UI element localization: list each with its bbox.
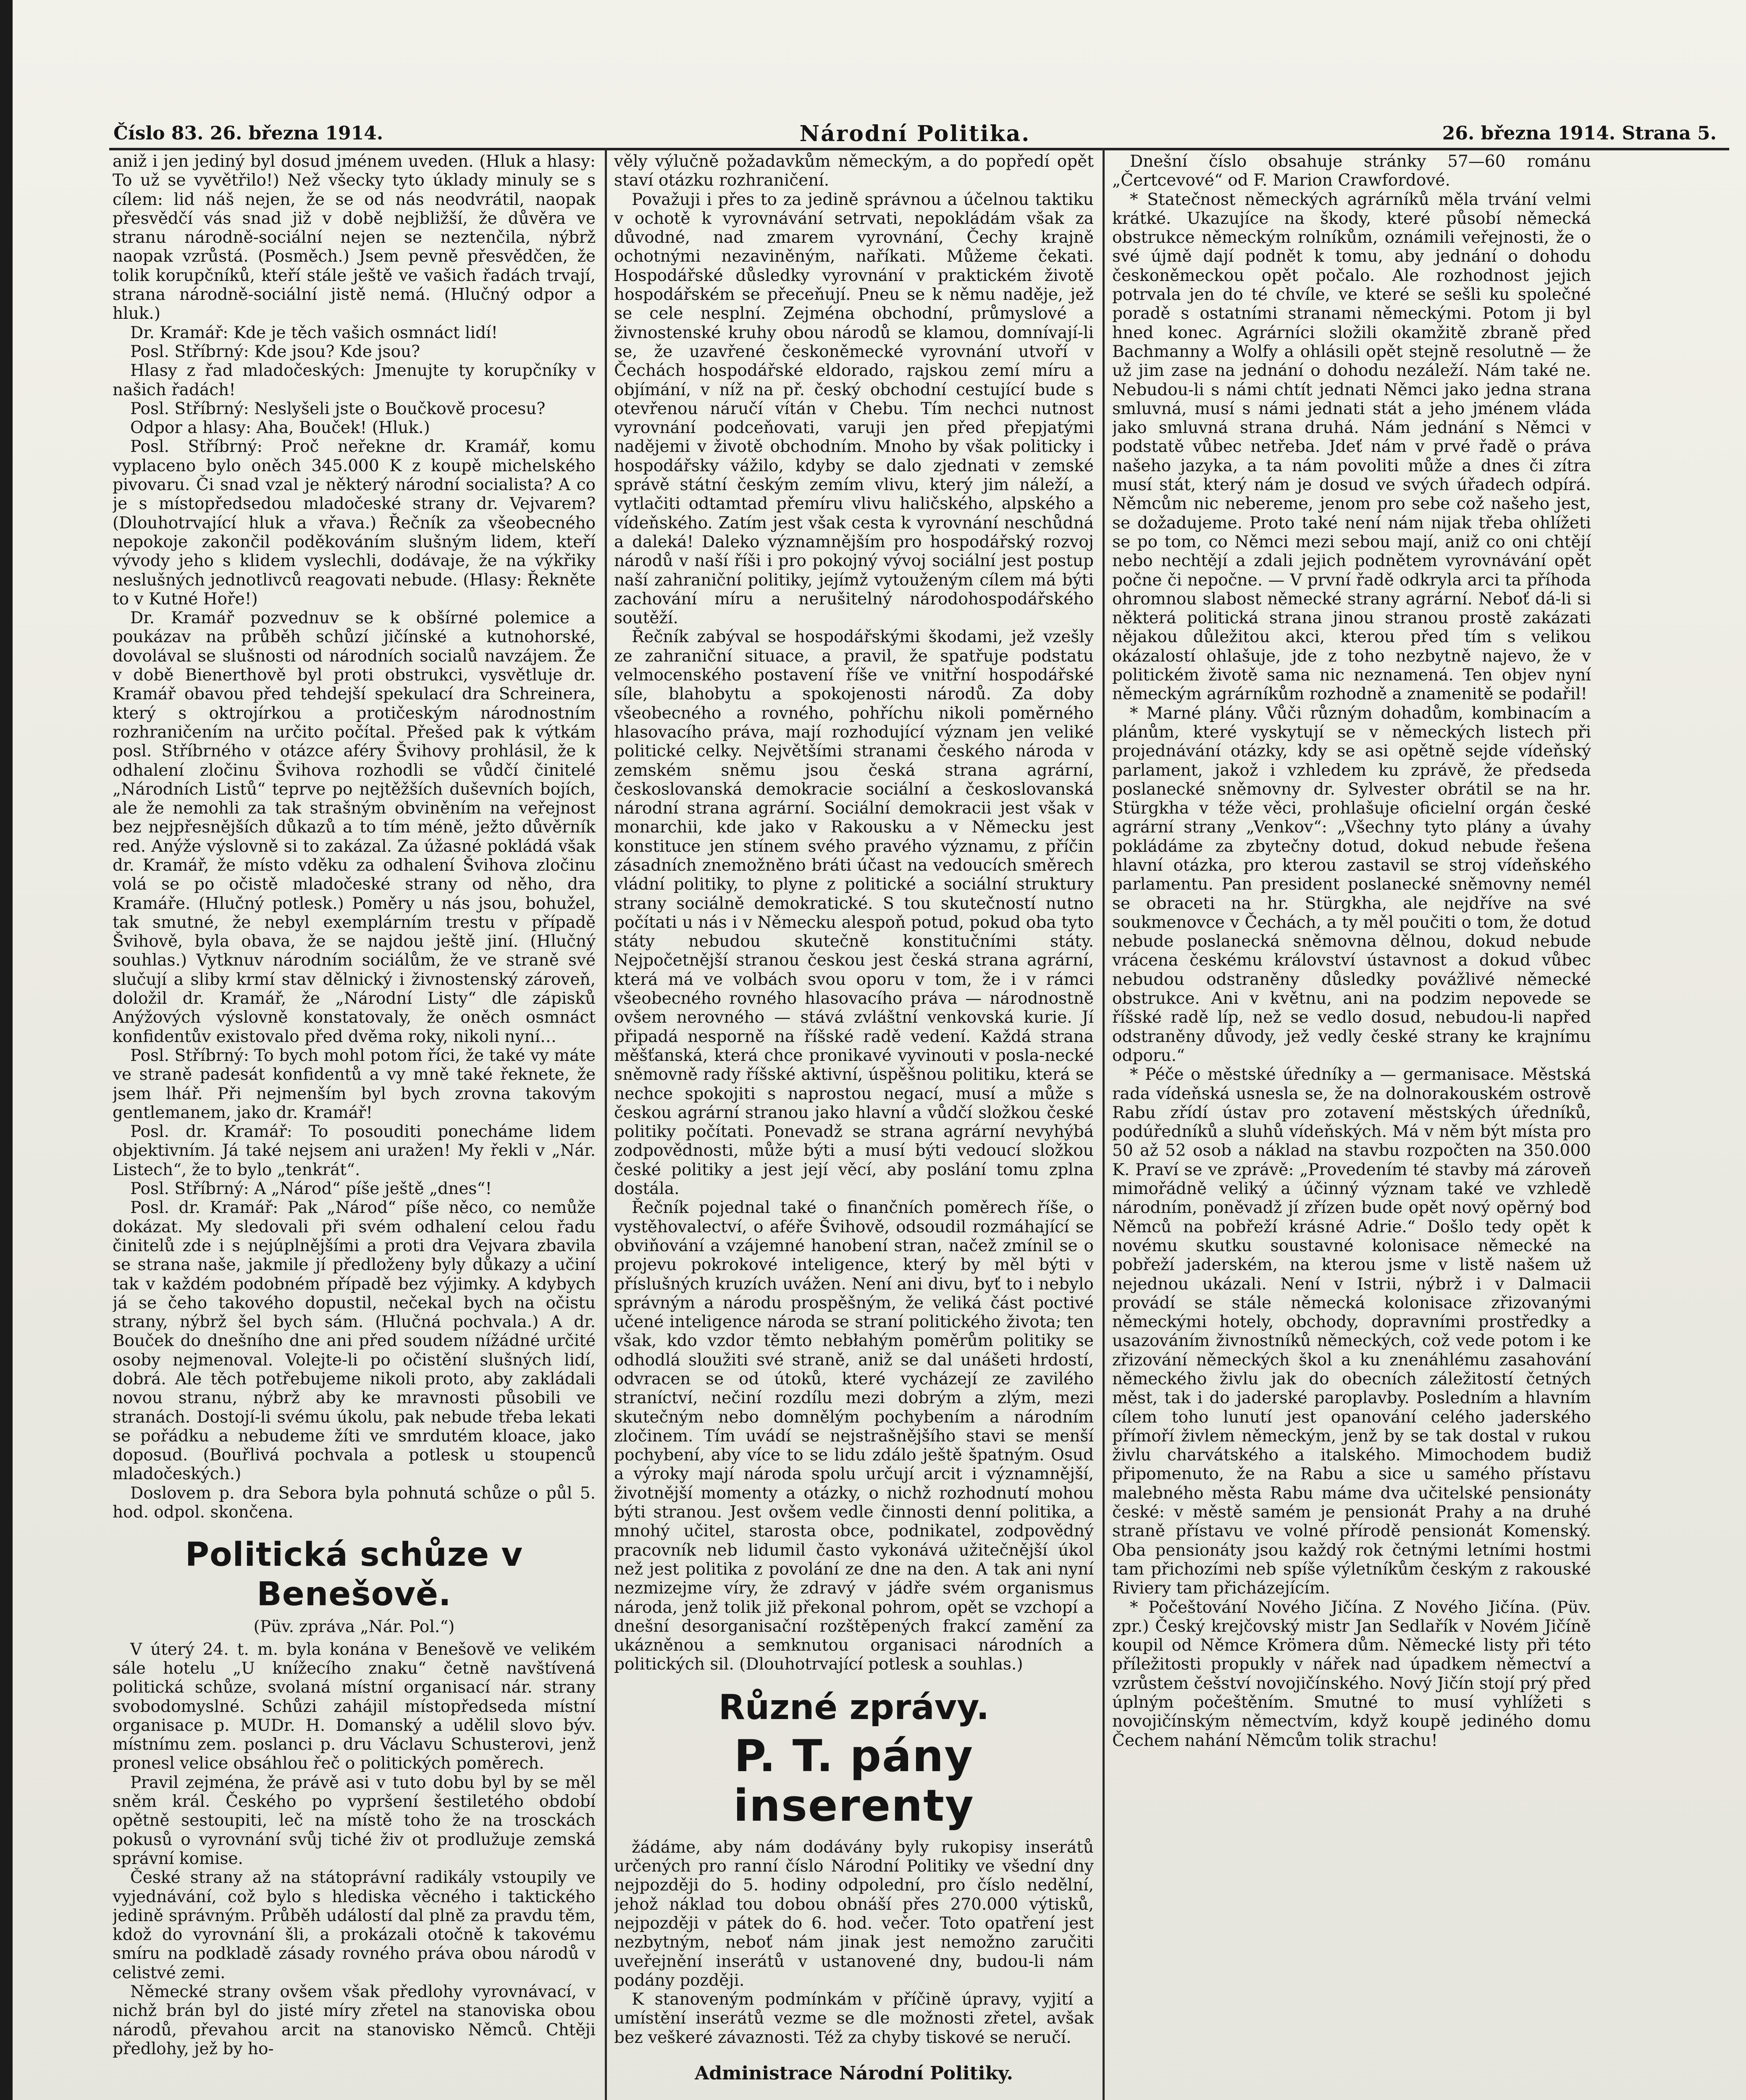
article-paragraph: Řečník zabýval se hospodářskými škodami, jež vzešly ze zahraniční situace, a pravil, že spatřuje podstatu velmocenského postavení říše ve vnitřní hospodářské síle, blahobytu a spokojenosti národů. Za doby všeobecného a rovného, pohříchu nikoli poměrného hlasovacího práva, mají rozhodující význam jen veliké politické celky. Největšími stranami českého národa v zemském sněmu jsou česká strana agrární, českoslovanská demokracie sociální a českoslovanská národní strana agrární. Sociální demokracii jest však v monarchii, kde jako v Rakousku a v Německu jest konstituce jen stínem svého pravého významu, z příčin zásadních znemožněno bráti účast na vedoucích směrech vládní politiky, to plyne z politické a sociální struktury strany sociálně demokratické. S tou skutečností nutno počítati u nás i v Německu alespoň potud, pokud oba tyto státy nebudou skutečně konstitučními státy. Nejpočetnější stranou českou jest česká strana agrární, která má ve volbách svou oporu v tom, že i v rámci všeobecného rovného hlasovacího práva — národnostně ovšem nerovného — stává zvláštní venkovská kurie. Jí připadá nesporně na říšské radě vedení. Každá strana měšťanská, která chce pronikavé vyvinouti v posla-necké sněmovně rady říšské aktivní, úspěšnou politiku, která se nechce spokojiti s naprostou negací, musí a může s českou agrární stranou jako hlavní a vůdčí složkou české politiky počítati. Ponevadž se strana agrární nevyhýbá zodpovědnosti, může býti a musí býti vedoucí složkou české politiky a jest její věcí, aby poslání tomu zplna dostála. bbox=[614, 627, 1094, 1199]
scan-edge bbox=[0, 0, 13, 2100]
column-3 bbox=[1112, 152, 1591, 2100]
article-paragraph: Dr. Kramář pozvednuv se k obšírné polemice a poukázav na průběh schůzí jičínské a kutnohorské, dovolával se slušnosti od národních socialů navzájem. Že v době Bienerthově byl proti obstrukci, vysvětluje dr. Kramář obavou před tehdejší spekulací dra Schreinera, který s oktrojírkou a protičeským národnostním rozhraničením na určito počítal. Přešed pak k výtkám posl. Stříbrného v otázce aféry Švihovy prohlásil, že k odhalení zločinu Švihova rozhodli se vůdčí činitelé „Národních Listů“ teprve po nejtěžších duševních bojích, ale že nemohli za tak strašným obviněním na veřejnost bez nejpřesnějších důkazů a to tím méně, ježto důvěrník red. Anýže výslovně si to zakázal. Za úžasné pokládá však dr. Kramář, že místo vděku za odhalení Švihova zločinu volá se po očistě mladočeské strany od něho, dra Kramáře. (Hlučný potlesk.) Poměry u nás jsou, bohužel, tak smutné, že nebyl exemplárním trestu v případě Švihově, byla obava, že se najdou ještě jiní. (Hlučný souhlas.) Vytknuv národním sociálům, že ve straně své slučují a sliby krmí stav dělnický i živnostenský zároveň, doložil dr. Kramář, že „Národní Listy“ dle zápisků Anýžových výslovně konstatovaly, že oněch osmnáct konfidentův existovalo před dvěma roky, nikoli nyní… bbox=[113, 609, 596, 1046]
article-paragraph: Hlasy z řad mladočeských: Jmenujte ty korupčníky v našich řadách! bbox=[113, 361, 596, 399]
article-paragraph: Posl. Stříbrný: To bych mohl potom říci, že také vy máte ve straně padesát konfidentů a vy mně také řeknete, že jsem lhář. Při nejmenším byl bych zrovna takovým gentlemanem, jako dr. Kramář! bbox=[113, 1046, 596, 1122]
notice-paragraph: žádáme, aby nám dodávány byly rukopisy inserátů určených pro ranní číslo Národní Politiky ve všední dny nejpozději do 5. hodiny odpolední, pro číslo nedělní, jehož náklad tou dobou obnáší přes 270.000 výtisků, nejpozději v pátek do 6. hod. večer. Toto opatření jest nezbytným, neboť nám jinak jest nemožno zaručiti uveřejnění inserátů v ustanovené dny, budou-li nám podány později. bbox=[614, 1838, 1094, 1990]
administration-signature: Administrace Národní Politiky. bbox=[695, 2063, 1013, 2084]
column-1 bbox=[113, 152, 596, 2100]
news-item: * Péče o městské úředníky a — germanisace. Městská rada vídeňská usnesla se, že na dolnorakouském ostrově Rabu zřídí ústav pro zotavení městských úředníků, podúředníků a sluhů vídeňských. Má v něm být místa pro 50 až 52 osob a náklad na stavbu rozpočten na 350.000 K. Praví se ve zprávě: „Provedením té stavby má zároveň mimořádně veliký a účinný význam také ve vzhledě národním, poněvadž jí zřízen bude opět nový opěrný bod Němců na pobřeží krásné Adrie.“ Došlo tedy opět k novému skutku soustavné kolonisace německé na pobřeží jaderském, na kterou jsme v listě našem už nejednou ukázali. Není v Istrii, nýbrž i v Dalmacii provádí se stále německá kolonisace zřizovanými německými hotely, obchody, dopravními prostředky a usazováním živnostníků německých, což vede potom i ke zřizování německých škol a ku znenáhlému zasahování německého živlu jak do obecních záležitostí četných měst, tak i do jaderské paroplavby. Posledním a hlavním cílem toho lunutí jest opanování celého jaderského přímoří živlem německým, jenž by se tak dostal v rukou živlu charvátského a italského. Mimochodem budiž připomenuto, že na Rabu a sice u samého přístavu malebného města Rabu máme dva učitelské pensionáty české: v městě samém je pensionát Prahy a na druhé straně přístavu ve volné přírodě pensionát Komenský. Oba pensionáty jsou každý rok četnými letními hostmi tam přichozími neb spíše výletníkům českým z rakouské Riviery tam přicházejícím. bbox=[1112, 1065, 1591, 1598]
column-rule-2 bbox=[1103, 148, 1105, 2100]
notice-paragraph: Dnešní číslo obsahuje stránky 57—60 románu „Čertcevové“ od F. Marion Crawfordové. bbox=[1112, 152, 1591, 190]
article-heading: Politická schůze v Benešově. bbox=[185, 1536, 523, 1614]
masthead-rule bbox=[109, 148, 1729, 150]
article-paragraph: Posl. Stříbrný: Neslyšeli jste o Boučkově procesu? bbox=[130, 399, 546, 418]
article-paragraph: Doslovem p. dra Sebora byla pohnutá schůze o půl 5. hod. odpol. skončena. bbox=[113, 1483, 596, 1522]
notice-paragraph: K stanoveným podmínkám v příčině úpravy, vyjití a umístění inserátů vezme se dle možnosti zřetel, avšak bez veškeré závaznosti. Též za chyby tiskové se neručí. bbox=[614, 1990, 1094, 2047]
issue-date: Číslo 83. 26. března 1914. bbox=[113, 123, 383, 144]
page-number: 26. března 1914. Strana 5. bbox=[1442, 123, 1717, 144]
column-2 bbox=[614, 152, 1094, 2100]
news-item: * Počeštování Nového Jičína. Z Nového Jičína. (Püv. zpr.) Český krejčovský mistr Jan Sedlařík v Novém Jičíně koupil od Němce Krömera dům. Německé listy při této příležitosti propukly v nářek nad úpadkem němectví a vzrůstem češství novojičínského. Nový Jičín stojí prý před úplným počeštěním. Smutné to musí vyhlížeti s novojičínským němectvím, když koupě jediného domu Čechem nahání Němcům tolik strachu! bbox=[1112, 1598, 1591, 1750]
article-paragraph: Posl. Stříbrný: Proč neřekne dr. Kramář, komu vyplaceno bylo oněch 345.000 K z koupě michelského pivovaru. Či snad vzal je některý národní socialista? A co je s místopředsedou mladočeské strany dr. Vejvarem? (Dlouhotrvající hluk a vřava.) Řečník za všeobecného nepokoje zakončil poděkováním slušným lidem, kteří vývody jeho s klidem vyslechli, dodávaje, že na výkřiky neslušných jednotlivců reagovati nebude. (Hlasy: Řekněte to v Kutné Hoře!) bbox=[113, 437, 596, 609]
article-paragraph: Německé strany ovšem však předlohy vyrovnávací, v nichž brán byl do jisté míry zřetel na stanoviska obou národů, převahou arcit na stanovisko Němců. Chtěji předlohy, jež by ho- bbox=[113, 1982, 596, 2058]
article-paragraph: věly výlučně požadavkům německým, a do popředí opět staví otázku rozhraničení. bbox=[614, 152, 1094, 190]
column-rule-1 bbox=[605, 148, 607, 2100]
article-paragraph: Pravil zejména, že právě asi v tuto dobu byl by se měl sněm král. Českého po vypršení šestiletého období opětně sestoupiti, leč na místě toho že na trosckách pokusů o vyrovnání svůj tiché živ ot prodlužuje zemská správní komise. bbox=[113, 1773, 596, 1868]
article-paragraph: Posl. dr. Kramář: To posouditi ponecháme lidem objektivním. Já také nejsem ani uražen! My řekli v „Nár. Listech“, že to bylo „tenkrát“. bbox=[113, 1122, 596, 1179]
news-item: * Statečnost německých agrárníků měla trvání velmi krátké. Ukazujíce na škody, které působí německá obstrukce německým rolníkům, oznámili veřejnosti, že o své újmě dají podnět k tomu, aby jednání o dohodu českoněmeckou opět počalo. Ale rozhodnost jejich potrvala jen do té chvíle, ve které se sešli ku společné poradě s ostatními stranami německými. Potom ji byl hned konec. Agrárníci složili okamžitě zbraně před Bachmanny a Wolfy a ohlásili opět stejně resolutně — že už jim zase na jednání o dohodu nezáleží. Nám také ne. Nebudou-li s námi chtít jednati Němci jako jedna strana smluvná, musí s námi jednati stát a jeho jménem vláda jako smluvná strana druhá. Nám jednání s Němci v podstatě vůbec netřeba. Jdeť nám v prvé řadě o práva našeho jazyka, a ta nám povoliti může a dnes či zítra musí stát, který nám je dosud ve svých úřadech odpírá. Němcům nic nebereme, jenom pro sebe což našeho jest, se dožadujeme. Proto také není nám nijak třeba ohlížeti se po tom, co Němci mezi sebou mají, aniž co oni chtějí nebo nechtějí a zdali jejich podnětem vyrovnávání opět počne či nepočne. — V první řadě odkryla arci ta příhoda ohromnou slabost německé strany agrární. Neboť dá-li si některá politická strana jinou stranou prostě zakázati nějakou důležitou akci, kterou před tím s velikou okázalostí ohlašuje, jde z toho nezbytně najevo, že v politickém životě sama nic neznamená. Ten objev nyní německým agrárníkům rozhodně a znamenitě se podařil! bbox=[1112, 190, 1591, 704]
article-paragraph: Řečník pojednal také o finančních poměrech říše, o vystěhovalectví, o aféře Švihově, odsoudil rozmáhající se obviňování a vzájemné hanobení stran, načež zmínil se o projevu pokrokové inteligence, který by měl býti v příslušných kruzích uvážen. Není ani divu, byť to i nebylo správným a národu prospěšným, že veliká část poctivé učené inteligence národa se straní politického života; ten však, kdo vzdor těmto nebłahým poměrům politiky se odhodlá sloužiti své straně, aniž se dal unášeti hrdostí, odvracen se od útoků, které vycházejí ze zavilého straníctví, nečiní rozdílu mezi dobrým a zlým, mezi skutečným nebo domnělým pochybením a národním zločinem. Tím uvádí se nejstrašnějšího stavi se menší pochybení, aby více to se lidu zdálo ještě špatným. Osud a výroky mají národa spolu určují arcit i významnější, životnější momenty a otázky, o nichž rozhodnutí mohou býti stranou. Jest ovšem vedle činnosti denní politika, a mnohý učitel, starosta obce, podnikatel, zodpovědný pracovník neb lidumil často vykonává užitečnější úkol než jest politika z povolání ze dne na den. A tak ani nyní nezmizejme víry, že zdravý v jádře svém organismus národa, jenž tolik již překonal pohrom, opět se vzchopí a dnešní desorganisační rozštěpených frakcí zamění za ukázněnou a semknutou organisaci národních a politických sil. (Dlouhotrvající potlesk a souhlas.) bbox=[614, 1198, 1094, 1674]
advertisers-heading: P. T. pány inserenty bbox=[733, 1730, 974, 1831]
article-paragraph: Považuji i přes to za jedině správnou a účelnou taktiku v ochotě k vyrovnávání setrvati, nepokládám však za důvodné, nad zmarem vyrovnání, Čechy krajně ochotnými nezaviněným, naříkati. Můžeme čekati. Hospodářské důsledky vyrovnání v praktickém životě hospodářském se přeceňují. Pneu se k němu naděje, jež se cele nesplní. Zejména obchodní, průmyslové a živnostenské kruhy obou národů se klamou, domnívají-li se, že uzavřené českoněmecké vyrovnání utvoří v Čechách hospodářské eldorado, rajskou zemí míru a objímání, v níž na př. český obchodní cestující bude s otevřenou náručí vítán v Chebu. Tím nechci nutnost vyrovnání podceňovati, varuji jen před přepjatými nadějemi v životě obchodním. Mnoho by však politicky i hospodářsky vážilo, kdyby se dalo zjednati v zemské správě státní českým zemím vlivu, který jim náleží, a vytlačiti odtamtad přemíru vlivu haličského, alpského a vídeňského. Zatím jest však cesta k vyrovnání neschůdná a daleká! Daleko významnějším pro hospodářský rozvoj národů v naší říši i pro pokojný vývoj sociální jest postup naší zahraniční politiky, jejímž vytouženým cílem má býti zachování míru a nerušitelný národohospodářského soutěží. bbox=[614, 190, 1094, 628]
article-paragraph: České strany až na státoprávní radikály vstoupily ve vyjednávání, což bylo s hlediska věcného i taktického jedině správným. Průběh událostí dal plně za pravdu těm, kdož do vyrovnání šli, a prokázali otočně k takovému smíru na podkladě zásady rovného práva obou národů v celistvé zemi. bbox=[113, 1868, 596, 1982]
article-paragraph: Posl. Stříbrný: A „Národ“ píše ještě „dnes“! bbox=[130, 1179, 492, 1199]
article-paragraph: Posl. Stříbrný: Kde jsou? Kde jsou? bbox=[130, 342, 420, 361]
article-paragraph: Odpor a hlasy: Aha, Bouček! (Hluk.) bbox=[130, 418, 430, 438]
article-paragraph: V úterý 24. t. m. byla konána v Benešově ve velikém sále hotelu „U knížecího znaku“ četně navštívená politická schůze, svolaná místní organisací nár. strany svobodomyslné. Schůzi zahájil místopředseda místní organisace p. MUDr. H. Domanský a udělil slovo býv. místnímu zem. poslanci p. dru Václavu Schusterovi, jenž pronesl velice obsáhlou řeč o politických poměrech. bbox=[113, 1640, 596, 1773]
article-paragraph: Posl. dr. Kramář: Pak „Národ“ píše něco, co nemůže dokázat. My sledovali při svém odhalení celou řadu činitelů zde i s nejúplnějšími a proti dra Vejvara zbavila se strana naše, jakmile jí předloženy byly důkazy a učiní tak v každém podobném případě bez výjimky. A kdybych já se čeho takového dopustil, nečekal bych na očistu strany, nýbrž šel bych sám. (Hlučná pochvala.) A dr. Bouček do dnešního dne ani před soudem nížádné určité osoby nejmenoval. Volejte-li po očistění slušných lidí, dobrá. Ale těch potřebujeme nikoli proto, aby zakládali novou stranu, nýbrž aby ke mravnosti působili ve stranách. Dostojí-li svému úkolu, pak nebude třeba lekati se pořádku a nebudeme žíti ve smrdutém kloace, jako doposud. (Bouřlivá pochvala a potlesk u stoupenců mladočeských.) bbox=[113, 1198, 596, 1484]
article-paragraph: Dr. Kramář: Kde je těch vašich osmnáct lidí! bbox=[130, 323, 498, 342]
section-heading-misc: Různé zprávy. bbox=[718, 1687, 990, 1727]
masthead bbox=[113, 121, 1717, 147]
news-item: * Marné plány. Vůči různým dohadům, kombinacím a plánům, které vyskytují se v německých listech při projednávání otázky, kdy se asi opětně sejde vídeňský parlament, jakož i vzhledem ku zprávě, že předseda poslanecké sněmovny dr. Sylvester obrátil se na hr. Stürgkha v téže věci, prohlašuje oficielní orgán české agrární strany „Venkov“: „Všechny tyto plány a úvahy pokládáme za zbytečny dotud, dokud nebude řešena hlavní otázka, pro kterou zastavil se stroj vídeňského parlamentu. Pan president poslanecké sněmovny nemél se obraceti na hr. Stürgkha, ale nejdříve na své soukmenovce v Čechách, a ty měl poučiti o tom, že dotud nebude poslanecká sněmovna dělnou, dokud nebude vrácena českému království ústavnost a dokud vůbec nebudou odstraněny důsledky povážlivé německé obstrukce. Ani v květnu, ani na podzim nepovede se říšské radě líp, než se vedlo dosud, nebudou-li napřed odstraněny důvody, jež vedly české strany ke krajnímu odporu.“ bbox=[1112, 704, 1591, 1065]
newspaper-title: Národní Politika. bbox=[799, 121, 1031, 147]
article-source: (Püv. zpráva „Nár. Pol.“) bbox=[253, 1617, 455, 1637]
article-paragraph: aniž i jen jediný byl dosud jménem uveden. (Hluk a hlasy: To už se vyvětřilo!) Než všecky tyto úklady minuly se s cílem: lid náš nejen, že se od nás neodvrátil, naopak přesvědčí vás snad již v době nejbližší, že důvěra ve stranu národně-sociální nejen se neztenčila, nýbrž naopak vzrůstá. (Posměch.) Jsem pevně přesvědčen, že tolik korupčníků, kteří stále ještě ve vašich řadách trvají, strana národně-sociální jistě nemá. (Hlučný odpor a hluk.) bbox=[113, 152, 596, 323]
